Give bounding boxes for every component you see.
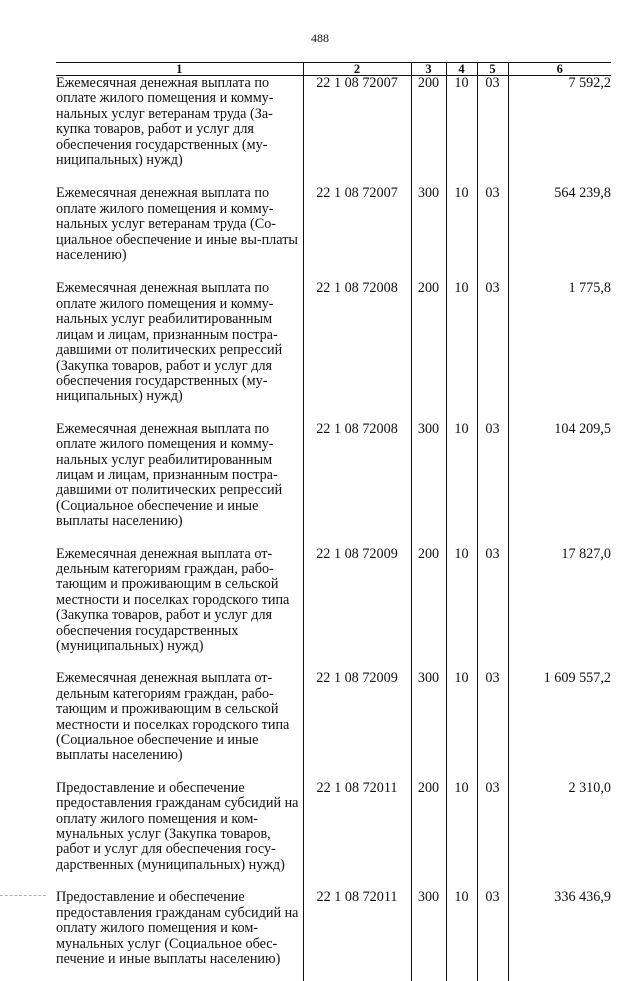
item-name-cell: Предоставление и обеспечение предоставления гражданам субсидий на оплату жилого помещения и ком-мунальных услуг (Социальное обес-печение и иные выплаты населению): [56, 890, 303, 967]
spacer-cell: [446, 530, 477, 547]
spacer-cell: [56, 168, 303, 186]
amount-cell: 2 310,0: [508, 781, 611, 873]
table-row: [56, 281, 611, 404]
target-code-cell: 22 1 08 72007: [303, 76, 411, 169]
table-row: [56, 671, 611, 763]
spacer-cell: [508, 873, 611, 890]
section-cell: 10: [446, 781, 477, 873]
spacer-cell: [508, 654, 611, 671]
amount-cell: 1 775,8: [508, 281, 611, 404]
spacer-cell: [477, 764, 508, 781]
spacer-cell: [56, 530, 303, 547]
table-row: [56, 547, 611, 655]
spacer-cell: [477, 168, 508, 186]
table-row: [56, 186, 611, 263]
row-spacer: [56, 873, 611, 890]
column-header: 2: [303, 63, 411, 76]
table-row: [56, 422, 611, 530]
row-spacer: [56, 967, 611, 981]
expense-type-cell: 200: [411, 76, 446, 169]
item-name-cell: Ежемесячная денежная выплата по оплате жилого помещения и комму-нальных услуг ветеранам труда (Со-циальное обеспечение и иные вы-платы населению): [56, 186, 303, 263]
section-cell: 10: [446, 76, 477, 169]
spacer-cell: [303, 530, 411, 547]
amount-cell: 336 436,9: [508, 890, 611, 967]
spacer-cell: [508, 967, 611, 981]
subsection-cell: 03: [477, 547, 508, 655]
target-code-cell: 22 1 08 72011: [303, 781, 411, 873]
scan-artifact-line: [0, 895, 46, 896]
spacer-cell: [303, 764, 411, 781]
spacer-cell: [56, 967, 303, 981]
expense-type-cell: 300: [411, 186, 446, 263]
table-row: [56, 781, 611, 873]
subsection-cell: 03: [477, 281, 508, 404]
spacer-cell: [411, 405, 446, 422]
target-code-cell: 22 1 08 72007: [303, 186, 411, 263]
amount-cell: 104 209,5: [508, 422, 611, 530]
table-row: [56, 76, 611, 169]
section-cell: 10: [446, 422, 477, 530]
table-body: [56, 76, 611, 981]
spacer-cell: [508, 263, 611, 281]
spacer-cell: [477, 967, 508, 981]
subsection-cell: 03: [477, 890, 508, 967]
spacer-cell: [411, 967, 446, 981]
spacer-cell: [411, 764, 446, 781]
spacer-cell: [446, 654, 477, 671]
row-spacer: [56, 168, 611, 186]
target-code-cell: 22 1 08 72008: [303, 422, 411, 530]
column-header: 1: [56, 63, 303, 76]
spacer-cell: [303, 263, 411, 281]
spacer-cell: [56, 764, 303, 781]
spacer-cell: [56, 654, 303, 671]
section-cell: 10: [446, 890, 477, 967]
subsection-cell: 03: [477, 76, 508, 169]
subsection-cell: 03: [477, 186, 508, 263]
section-cell: 10: [446, 186, 477, 263]
column-header: 6: [508, 63, 611, 76]
item-name-cell: Ежемесячная денежная выплата от-дельным категориям граждан, рабо-тающим и проживающим в сельской местности и поселках городского типа (Закупка товаров, работ и услуг для обеспечения государственных (муниципальных) нужд): [56, 547, 303, 655]
column-header: 5: [477, 63, 508, 76]
expense-type-cell: 300: [411, 422, 446, 530]
spacer-cell: [56, 263, 303, 281]
spacer-cell: [411, 263, 446, 281]
spacer-cell: [446, 764, 477, 781]
spacer-cell: [303, 405, 411, 422]
spacer-cell: [446, 873, 477, 890]
item-name-cell: Ежемесячная денежная выплата по оплате жилого помещения и комму-нальных услуг реабилитированным лицам и лицам, признанным постра-давшими от политических репрессий (Закупка товаров, работ и услуг для обеспечения государственных (му-ниципальных) нужд): [56, 281, 303, 404]
subsection-cell: 03: [477, 671, 508, 763]
spacer-cell: [446, 263, 477, 281]
table-header-row: [56, 63, 611, 76]
column-header: 4: [446, 63, 477, 76]
table-row: [56, 890, 611, 967]
expense-type-cell: 200: [411, 281, 446, 404]
amount-cell: 564 239,8: [508, 186, 611, 263]
section-cell: 10: [446, 281, 477, 404]
spacer-cell: [508, 405, 611, 422]
expense-type-cell: 200: [411, 781, 446, 873]
spacer-cell: [303, 654, 411, 671]
row-spacer: [56, 405, 611, 422]
expense-type-cell: 300: [411, 671, 446, 763]
spacer-cell: [477, 530, 508, 547]
spacer-cell: [446, 967, 477, 981]
target-code-cell: 22 1 08 72008: [303, 281, 411, 404]
row-spacer: [56, 530, 611, 547]
spacer-cell: [303, 967, 411, 981]
spacer-cell: [303, 168, 411, 186]
section-cell: 10: [446, 547, 477, 655]
target-code-cell: 22 1 08 72011: [303, 890, 411, 967]
spacer-cell: [477, 873, 508, 890]
spacer-cell: [411, 873, 446, 890]
item-name-cell: Предоставление и обеспечение предоставления гражданам субсидий на оплату жилого помещения и ком-мунальных услуг (Закупка товаров, работ и услуг для обеспечения госу-дарственных (муниципальных) нужд): [56, 781, 303, 873]
spacer-cell: [446, 405, 477, 422]
spacer-cell: [477, 654, 508, 671]
spacer-cell: [477, 263, 508, 281]
spacer-cell: [303, 873, 411, 890]
row-spacer: [56, 764, 611, 781]
expense-type-cell: 200: [411, 547, 446, 655]
spacer-cell: [508, 530, 611, 547]
amount-cell: 17 827,0: [508, 547, 611, 655]
spacer-cell: [411, 530, 446, 547]
target-code-cell: 22 1 08 72009: [303, 547, 411, 655]
section-cell: 10: [446, 671, 477, 763]
item-name-cell: Ежемесячная денежная выплата по оплате жилого помещения и комму-нальных услуг ветеранам труда (За-купка товаров, работ и услуг для обеспечения государственных (му-ниципальных) нужд): [56, 76, 303, 169]
spacer-cell: [508, 764, 611, 781]
budget-table: [56, 62, 611, 981]
subsection-cell: 03: [477, 422, 508, 530]
item-name-cell: Ежемесячная денежная выплата по оплате жилого помещения и комму-нальных услуг реабилитированным лицам и лицам, признанным постра-давшими от политических репрессий (Социальное обеспечение и иные выплаты населению): [56, 422, 303, 530]
spacer-cell: [56, 873, 303, 890]
spacer-cell: [477, 405, 508, 422]
row-spacer: [56, 263, 611, 281]
amount-cell: 1 609 557,2: [508, 671, 611, 763]
spacer-cell: [508, 168, 611, 186]
spacer-cell: [411, 168, 446, 186]
row-spacer: [56, 654, 611, 671]
amount-cell: 7 592,2: [508, 76, 611, 169]
column-header: 3: [411, 63, 446, 76]
spacer-cell: [411, 654, 446, 671]
spacer-cell: [56, 405, 303, 422]
expense-type-cell: 300: [411, 890, 446, 967]
target-code-cell: 22 1 08 72009: [303, 671, 411, 763]
page-number: 488: [0, 31, 640, 46]
item-name-cell: Ежемесячная денежная выплата от-дельным категориям граждан, рабо-тающим и проживающим в сельской местности и поселках городского типа (Социальное обеспечение и иные выплаты населению): [56, 671, 303, 763]
subsection-cell: 03: [477, 781, 508, 873]
spacer-cell: [446, 168, 477, 186]
